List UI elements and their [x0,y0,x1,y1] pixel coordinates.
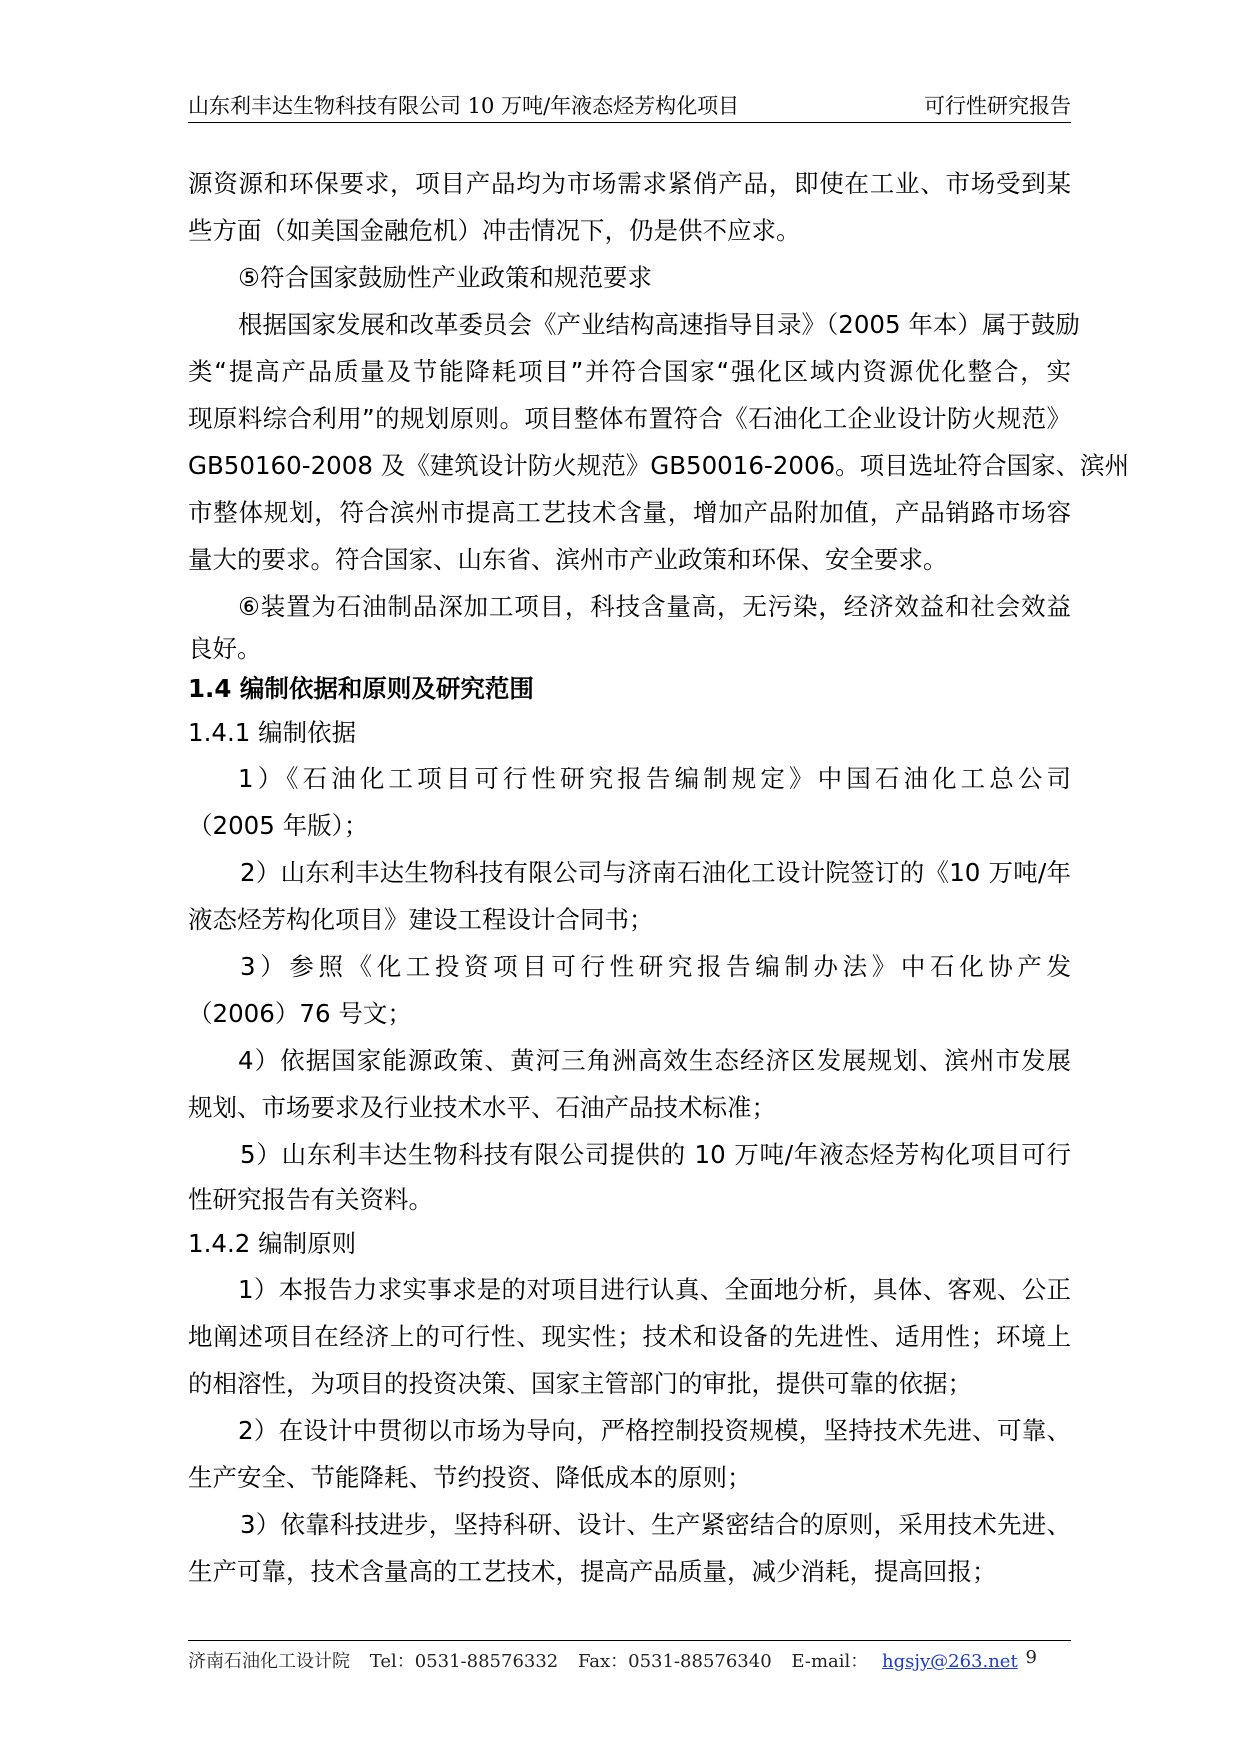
text-line: 4）依据国家能源政策、黄河三角洲高效生态经济区发展规划、滨州市发展 [238,1046,1071,1075]
text-line: ⑥装置为石油制品深加工项目，科技含量高，无污染，经济效益和社会效益 [238,592,1071,621]
footer-email-label: E-mail： [791,1651,869,1672]
text-line: 2）在设计中贯彻以市场为导向，严格控制投资规模，坚持技术先进、可靠、 [238,1416,1071,1445]
document-body [188,160,1130,1595]
footer-org: 济南石油化工设计院 [188,1651,350,1672]
text-line: 些方面（如美国金融危机）冲击情况下，仍是供不应求。 [188,216,801,245]
text-line: 规划、市场要求及行业技术水平、石油产品技术标准； [188,1093,776,1122]
text-line: 类“提高产品质量及节能降耗项目”并符合国家“强化区域内资源优化整合，实 [188,357,1071,386]
footer-email-link[interactable]: hgsjy@263.net [882,1651,1018,1672]
header-title: 山东利丰达生物科技有限公司 10 万吨/年液态烃芳构化项目 [188,94,740,118]
text-line: 根据国家发展和改革委员会《产业结构高速指导目录》（2005 年本）属于鼓励 [238,310,1080,339]
subsection-heading: 1.4.2 编制原则 [188,1229,357,1258]
header-doc-type: 可行性研究报告 [924,94,1071,118]
text-line: 生产安全、节能降耗、节约投资、降低成本的原则； [188,1463,752,1492]
text-line: 地阐述项目在经济上的可行性、现实性；技术和设备的先进性、适用性；环境上 [188,1322,1071,1351]
footer-tel: Tel：0531-88576332 [369,1651,559,1672]
text-line: 的相溶性，为项目的投资决策、国家主管部门的审批，提供可靠的依据； [188,1369,972,1398]
text-line: 3）依靠科技进步，坚持科研、设计、生产紧密结合的原则，采用技术先进、 [240,1510,1071,1539]
text-line: 市整体规划，符合滨州市提高工艺技术含量，增加产品附加值，产品销路市场容 [188,498,1071,527]
text-line: 量大的要求。符合国家、山东省、滨州市产业政策和环保、安全要求。 [188,545,948,574]
footer-fax: Fax：0531-88576340 [578,1651,772,1672]
text-line: （2006）76 号文； [188,999,412,1028]
page-number: 9 [1025,1647,1037,1668]
text-line: 5）山东利丰达生物科技有限公司提供的 10 万吨/年液态烃芳构化项目可行 [240,1140,1071,1169]
section-heading: 1.4 编制依据和原则及研究范围 [188,674,534,703]
text-line: （2005 年版）； [188,811,369,840]
text-line: 液态烃芳构化项目》建设工程设计合同书； [188,905,654,934]
text-line: ⑤符合国家鼓励性产业政策和规范要求 [238,263,652,292]
text-line: 2）山东利丰达生物科技有限公司与济南石油化工设计院签订的《10 万吨/年 [240,858,1071,887]
page-footer [188,1640,1071,1673]
text-line: 性研究报告有关资料。 [188,1185,433,1214]
text-line: 1）本报告力求实事求是的对项目进行认真、全面地分析，具体、客观、公正 [238,1275,1071,1304]
text-line: 良好。 [188,634,262,663]
text-line: 1）《石油化工项目可行性研究报告编制规定》中国石油化工总公司 [238,764,1071,793]
subsection-heading: 1.4.1 编制依据 [188,718,357,747]
text-line: 现原料综合利用”的规划原则。项目整体布置符合《石油化工企业设计防火规范》 [188,404,1071,433]
text-line: 3）参照《化工投资项目可行性研究报告编制办法》中石化协产发 [240,952,1071,981]
text-line: GB50160-2008 及《建筑设计防火规范》GB50016-2006。项目选址符合国家、滨州 [188,451,1130,480]
text-line: 生产可靠，技术含量高的工艺技术，提高产品质量，减少消耗，提高回报； [188,1557,997,1586]
text-line: 源资源和环保要求，项目产品均为市场需求紧俏产品，即使在工业、市场受到某 [188,169,1071,198]
page-header [188,84,1071,123]
